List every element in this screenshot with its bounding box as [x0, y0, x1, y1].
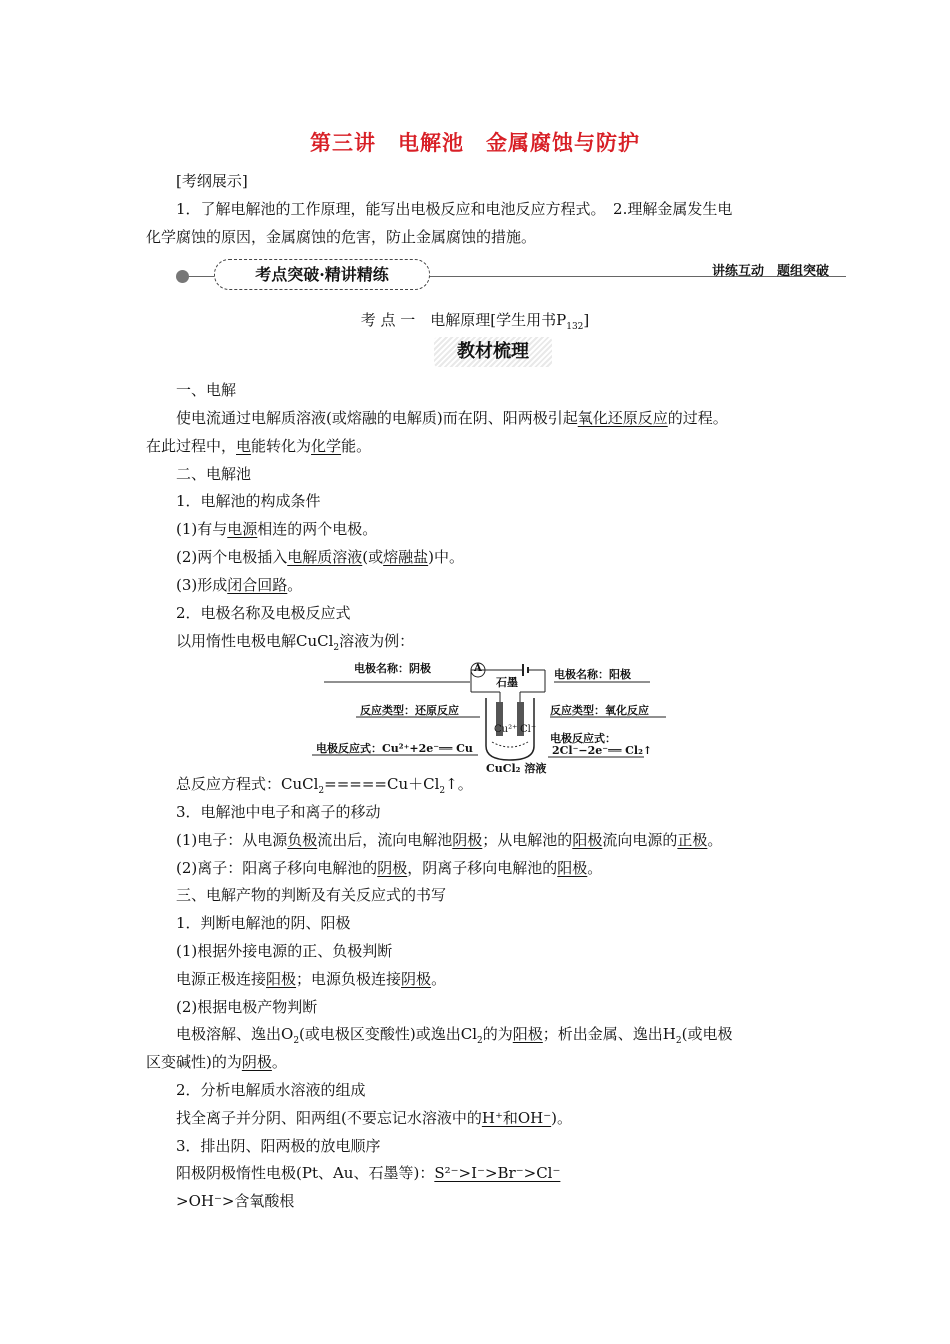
- item-d1-2a: 电极溶解、逸出$O_2$(或电极区变酸性)或逸出$Cl_2$的为阳极；析出金属、逸出$H_2$(或电极: [176, 1025, 733, 1046]
- banner-right-text: 讲练互动 题组突破: [712, 264, 830, 279]
- item-3-2: (2)离子：阳离子移向电解池的阴极，阴离子移向电解池的阳极。: [176, 859, 603, 877]
- left-equation-label: 电极反应式：Cu²⁺+2e⁻══ Cu: [316, 742, 473, 755]
- item-3-1: (1)电子：从电源负极流出后，流向电解池阴极；从电解池的阳极流向电源的正极。: [176, 831, 723, 849]
- outline-line-1: 1．了解电解池的工作原理，能写出电极反应和电池反应方程式。 2.理解金属发生电: [176, 200, 733, 218]
- page-title: 第三讲 电解池 金属腐蚀与防护: [310, 130, 640, 155]
- electrolysis-diagram: [310, 654, 680, 776]
- total-equation: 总反应方程式：$CuCl_2=====Cu+Cl_2↑$。: [176, 775, 473, 796]
- section-heading: 教材梳理: [434, 337, 552, 367]
- kaodian-heading: 考 点 一 电解原理[学生用书$P_{132}$]: [360, 311, 590, 332]
- item-1-1: (1)有与电源相连的两个电极。: [176, 520, 378, 538]
- graphite-label: 石墨: [496, 676, 518, 689]
- item-d2-1: 找全离子并分阴、阳两组(不要忘记水溶液中的H⁺和OH⁻)。: [176, 1109, 573, 1127]
- item-2-example: 以用惰性电极电解CuCl$_2$溶液为例：: [176, 632, 415, 653]
- item-d3: 3．排出阴、阳两极的放电顺序: [176, 1137, 381, 1155]
- item-d1-2b: 区变碱性)的为阴极。: [146, 1053, 287, 1071]
- item-d2: 2．分析电解质水溶液的组成: [176, 1081, 366, 1099]
- item-d3-1: 阳极阴极惰性电极(Pt、Au、石墨等)：S²⁻>I⁻>Br⁻>Cl⁻: [176, 1164, 561, 1182]
- outline-line-2: 化学腐蚀的原因，金属腐蚀的危害，防止金属腐蚀的措施。: [146, 228, 537, 246]
- item-d1-1: (1)根据外接电源的正、负极判断: [176, 942, 393, 960]
- ammeter-label: A: [474, 663, 482, 674]
- outline-label: [考纲展示]: [176, 172, 248, 190]
- right-equation-value: 2Cl⁻−2e⁻══ Cl₂↑: [552, 744, 653, 757]
- right-name-label: 电极名称：阳极: [554, 668, 631, 681]
- definition-line-1: 使电流通过电解质溶液(或熔融的电解质)而在阴、阳两极引起氧化还原反应的过程。: [176, 409, 728, 427]
- left-name-label: 电极名称：阴极: [354, 662, 431, 675]
- cu-ion-label: Cu²⁺: [494, 724, 518, 735]
- heading-products: 三、电解产物的判断及有关反应式的书写: [176, 886, 447, 904]
- item-d1-2: (2)根据电极产物判断: [176, 998, 318, 1016]
- item-d1: 1．判断电解池的阴、阳极: [176, 914, 351, 932]
- definition-line-2: 在此过程中，电能转化为化学能。: [146, 437, 372, 455]
- item-d1-1b: 电源正极连接阳极；电源负极连接阴极。: [176, 970, 447, 988]
- bullet-dot-icon: [176, 270, 189, 283]
- right-type-label: 反应类型：氧化反应: [550, 704, 649, 717]
- banner-pill: 考点突破·精讲精练: [214, 259, 430, 290]
- item-1-2: (2)两个电极插入电解质溶液(或熔融盐)中。: [176, 548, 464, 566]
- item-1-3: (3)形成闭合回路。: [176, 576, 303, 594]
- item-2: 2．电极名称及电极反应式: [176, 604, 351, 622]
- item-d3-2: >OH⁻>含氧酸根: [176, 1192, 295, 1210]
- solution-label: CuCl₂ 溶液: [486, 762, 547, 775]
- heading-electrolysis: 一、电解: [176, 381, 237, 399]
- left-type-label: 反应类型：还原反应: [360, 704, 459, 717]
- item-1: 1．电解池的构成条件: [176, 492, 321, 510]
- right-equation-label: 电极反应式：: [550, 732, 616, 745]
- cl-ion-label: Cl⁻: [520, 724, 537, 735]
- item-3: 3．电解池中电子和离子的移动: [176, 803, 381, 821]
- heading-cell: 二、电解池: [176, 465, 252, 483]
